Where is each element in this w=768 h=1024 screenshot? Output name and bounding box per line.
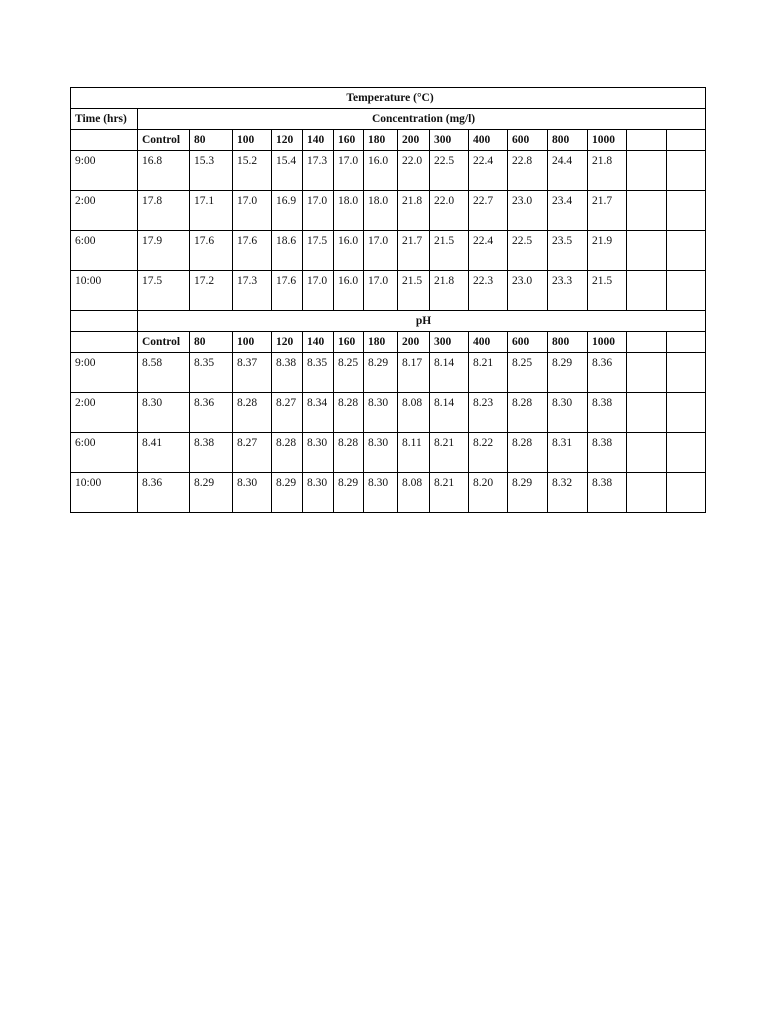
value-cell: 8.36 <box>190 393 233 433</box>
value-cell: 17.0 <box>334 151 364 191</box>
time-concentration-row <box>71 109 706 130</box>
value-cell: 18.0 <box>364 191 398 231</box>
column-header: 140 <box>303 332 334 353</box>
column-header: Control <box>138 130 190 151</box>
empty-cell <box>627 271 667 311</box>
value-cell: 8.23 <box>469 393 508 433</box>
table-body <box>71 88 706 513</box>
value-cell: 8.58 <box>138 353 190 393</box>
time-cell: 6:00 <box>71 433 138 473</box>
ph-data-row <box>71 433 706 473</box>
value-cell: 8.30 <box>364 473 398 513</box>
value-cell: 8.35 <box>303 353 334 393</box>
time-cell: 10:00 <box>71 271 138 311</box>
value-cell: 21.5 <box>398 271 430 311</box>
empty-cell <box>667 130 706 151</box>
column-header: 100 <box>233 332 272 353</box>
value-cell: 16.0 <box>364 151 398 191</box>
value-cell: 21.8 <box>588 151 627 191</box>
value-cell: 8.36 <box>138 473 190 513</box>
value-cell: 8.30 <box>364 433 398 473</box>
empty-cell <box>667 271 706 311</box>
value-cell: 21.8 <box>430 271 469 311</box>
value-cell: 21.5 <box>430 231 469 271</box>
value-cell: 8.21 <box>469 353 508 393</box>
value-cell: 22.3 <box>469 271 508 311</box>
empty-cell <box>667 231 706 271</box>
value-cell: 8.34 <box>303 393 334 433</box>
empty-cell <box>627 151 667 191</box>
empty-cell <box>627 332 667 353</box>
temperature-title: Temperature (°C) <box>71 88 706 109</box>
column-header: 180 <box>364 130 398 151</box>
value-cell: 17.9 <box>138 231 190 271</box>
value-cell: 22.4 <box>469 231 508 271</box>
value-cell: 22.0 <box>398 151 430 191</box>
value-cell: 21.7 <box>398 231 430 271</box>
column-header: 400 <box>469 130 508 151</box>
value-cell: 8.25 <box>334 353 364 393</box>
column-header: 140 <box>303 130 334 151</box>
ph-title: pH <box>138 311 706 332</box>
value-cell: 8.28 <box>508 393 548 433</box>
value-cell: 22.7 <box>469 191 508 231</box>
value-cell: 8.29 <box>272 473 303 513</box>
time-cell: 6:00 <box>71 231 138 271</box>
value-cell: 18.0 <box>334 191 364 231</box>
value-cell: 8.14 <box>430 393 469 433</box>
value-cell: 17.0 <box>233 191 272 231</box>
value-cell: 23.0 <box>508 191 548 231</box>
value-cell: 8.37 <box>233 353 272 393</box>
value-cell: 8.08 <box>398 393 430 433</box>
value-cell: 8.32 <box>548 473 588 513</box>
column-header: 160 <box>334 130 364 151</box>
value-cell: 22.8 <box>508 151 548 191</box>
column-header: 160 <box>334 332 364 353</box>
column-header: 800 <box>548 130 588 151</box>
time-cell: 2:00 <box>71 393 138 433</box>
column-header: 300 <box>430 130 469 151</box>
column-header: 80 <box>190 332 233 353</box>
value-cell: 17.5 <box>303 231 334 271</box>
value-cell: 23.5 <box>548 231 588 271</box>
value-cell: 15.4 <box>272 151 303 191</box>
ph-data-row <box>71 393 706 433</box>
value-cell: 8.27 <box>272 393 303 433</box>
ph-column-header-row <box>71 332 706 353</box>
value-cell: 8.30 <box>138 393 190 433</box>
time-cell: 2:00 <box>71 191 138 231</box>
value-cell: 8.29 <box>364 353 398 393</box>
temperature-column-header-row <box>71 130 706 151</box>
value-cell: 21.8 <box>398 191 430 231</box>
value-cell: 8.08 <box>398 473 430 513</box>
empty-cell <box>627 393 667 433</box>
ph-data-row <box>71 353 706 393</box>
value-cell: 8.20 <box>469 473 508 513</box>
column-header: 80 <box>190 130 233 151</box>
column-header: 200 <box>398 332 430 353</box>
value-cell: 8.38 <box>588 473 627 513</box>
column-header: 600 <box>508 332 548 353</box>
column-header: 100 <box>233 130 272 151</box>
ph-data-row <box>71 473 706 513</box>
temperature-data-row <box>71 151 706 191</box>
value-cell: 17.3 <box>303 151 334 191</box>
empty-cell <box>627 353 667 393</box>
value-cell: 8.30 <box>303 433 334 473</box>
column-header: 300 <box>430 332 469 353</box>
column-header: 400 <box>469 332 508 353</box>
empty-cell <box>627 231 667 271</box>
value-cell: 8.28 <box>272 433 303 473</box>
column-header: 1000 <box>588 332 627 353</box>
value-cell: 17.2 <box>190 271 233 311</box>
empty-cell <box>667 433 706 473</box>
value-cell: 17.5 <box>138 271 190 311</box>
value-cell: 17.0 <box>364 271 398 311</box>
empty-cell <box>627 191 667 231</box>
column-header: 200 <box>398 130 430 151</box>
temperature-data-row <box>71 191 706 231</box>
empty-cell <box>71 311 138 332</box>
value-cell: 8.14 <box>430 353 469 393</box>
value-cell: 8.38 <box>588 433 627 473</box>
value-cell: 8.29 <box>548 353 588 393</box>
value-cell: 21.9 <box>588 231 627 271</box>
empty-cell <box>667 393 706 433</box>
value-cell: 17.0 <box>303 191 334 231</box>
time-cell: 9:00 <box>71 353 138 393</box>
empty-cell <box>667 332 706 353</box>
column-header: 120 <box>272 130 303 151</box>
value-cell: 17.1 <box>190 191 233 231</box>
time-cell: 10:00 <box>71 473 138 513</box>
value-cell: 22.0 <box>430 191 469 231</box>
value-cell: 8.21 <box>430 473 469 513</box>
column-header: 800 <box>548 332 588 353</box>
value-cell: 8.30 <box>233 473 272 513</box>
value-cell: 22.4 <box>469 151 508 191</box>
column-header: 600 <box>508 130 548 151</box>
value-cell: 8.30 <box>548 393 588 433</box>
value-cell: 17.3 <box>233 271 272 311</box>
value-cell: 8.11 <box>398 433 430 473</box>
temperature-data-row <box>71 271 706 311</box>
value-cell: 8.28 <box>334 393 364 433</box>
value-cell: 22.5 <box>508 231 548 271</box>
empty-cell <box>627 473 667 513</box>
empty-cell <box>627 433 667 473</box>
value-cell: 8.29 <box>334 473 364 513</box>
value-cell: 16.0 <box>334 231 364 271</box>
value-cell: 8.35 <box>190 353 233 393</box>
value-cell: 24.4 <box>548 151 588 191</box>
value-cell: 17.6 <box>272 271 303 311</box>
value-cell: 8.28 <box>334 433 364 473</box>
empty-cell <box>667 353 706 393</box>
value-cell: 8.38 <box>272 353 303 393</box>
value-cell: 8.17 <box>398 353 430 393</box>
value-cell: 21.7 <box>588 191 627 231</box>
value-cell: 16.8 <box>138 151 190 191</box>
value-cell: 8.21 <box>430 433 469 473</box>
ph-title-row <box>71 311 706 332</box>
concentration-label: Concentration (mg/l) <box>138 109 706 130</box>
value-cell: 8.36 <box>588 353 627 393</box>
value-cell: 8.30 <box>303 473 334 513</box>
value-cell: 8.41 <box>138 433 190 473</box>
value-cell: 15.2 <box>233 151 272 191</box>
value-cell: 18.6 <box>272 231 303 271</box>
value-cell: 17.6 <box>233 231 272 271</box>
empty-cell <box>667 151 706 191</box>
value-cell: 8.38 <box>588 393 627 433</box>
value-cell: 22.5 <box>430 151 469 191</box>
value-cell: 16.0 <box>334 271 364 311</box>
column-header: Control <box>138 332 190 353</box>
column-header: 180 <box>364 332 398 353</box>
empty-cell <box>71 332 138 353</box>
value-cell: 17.8 <box>138 191 190 231</box>
temperature-title-row <box>71 88 706 109</box>
column-header: 120 <box>272 332 303 353</box>
value-cell: 8.28 <box>508 433 548 473</box>
temperature-data-row <box>71 231 706 271</box>
empty-cell <box>667 191 706 231</box>
value-cell: 17.0 <box>364 231 398 271</box>
value-cell: 8.30 <box>364 393 398 433</box>
time-label: Time (hrs) <box>71 109 138 130</box>
value-cell: 17.0 <box>303 271 334 311</box>
value-cell: 17.6 <box>190 231 233 271</box>
empty-cell <box>71 130 138 151</box>
value-cell: 16.9 <box>272 191 303 231</box>
value-cell: 8.27 <box>233 433 272 473</box>
value-cell: 23.0 <box>508 271 548 311</box>
value-cell: 15.3 <box>190 151 233 191</box>
empty-cell <box>667 473 706 513</box>
value-cell: 8.29 <box>508 473 548 513</box>
value-cell: 8.28 <box>233 393 272 433</box>
value-cell: 8.29 <box>190 473 233 513</box>
data-table <box>70 87 706 513</box>
time-cell: 9:00 <box>71 151 138 191</box>
value-cell: 21.5 <box>588 271 627 311</box>
value-cell: 23.4 <box>548 191 588 231</box>
value-cell: 8.38 <box>190 433 233 473</box>
value-cell: 8.22 <box>469 433 508 473</box>
value-cell: 8.25 <box>508 353 548 393</box>
value-cell: 23.3 <box>548 271 588 311</box>
value-cell: 8.31 <box>548 433 588 473</box>
empty-cell <box>627 130 667 151</box>
column-header: 1000 <box>588 130 627 151</box>
